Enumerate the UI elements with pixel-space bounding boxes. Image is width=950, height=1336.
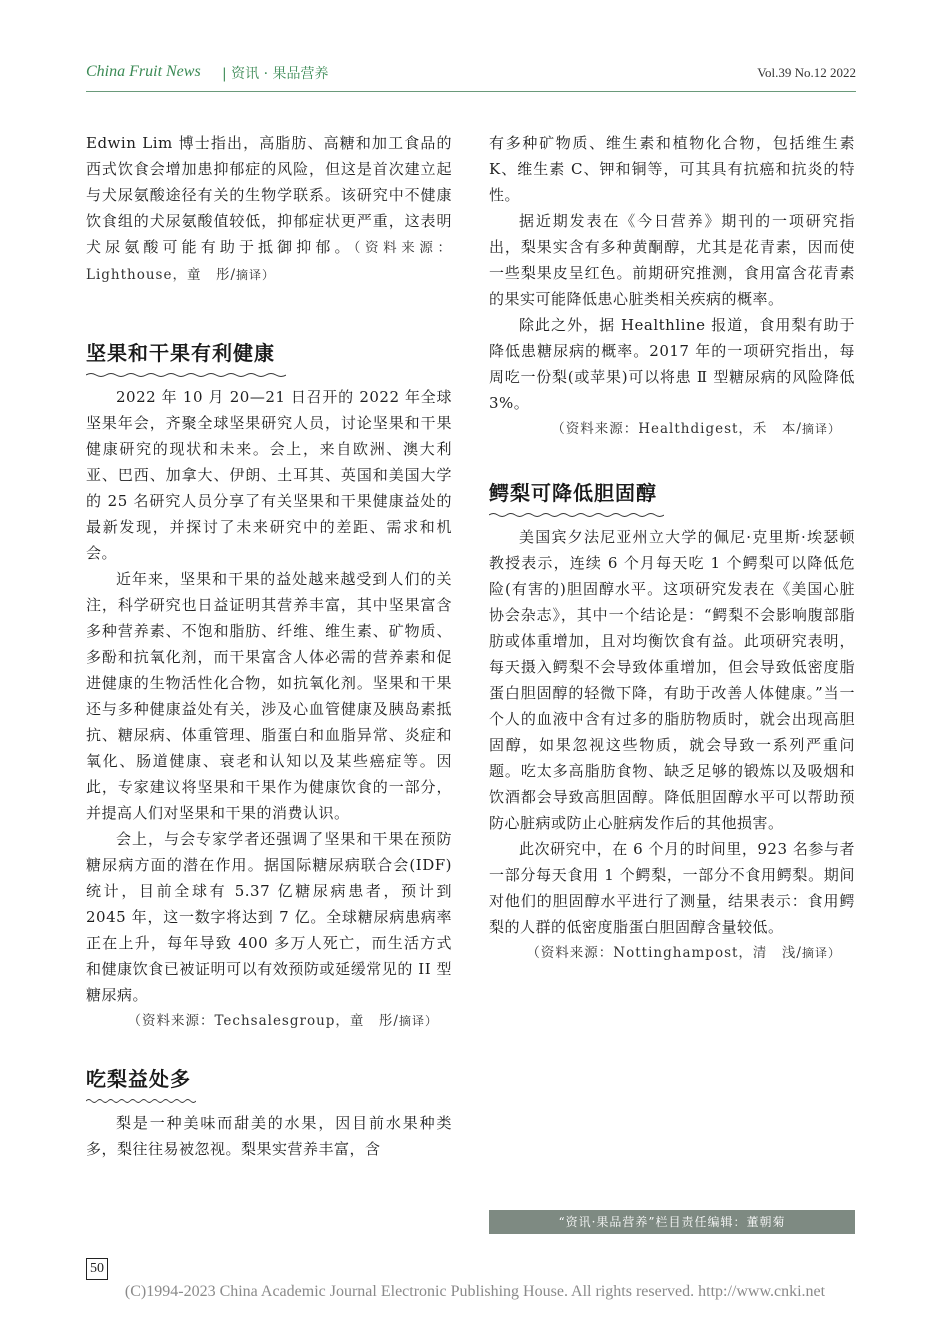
nuts-source: （资料来源：Techsalesgroup，童 彤/摘译） (127, 1013, 438, 1029)
section-title-nuts: 坚果和干果有利健康 (86, 341, 275, 365)
running-header (86, 58, 856, 92)
section-title-avocado: 鳄梨可降低胆固醇 (489, 481, 657, 505)
pear-paragraph-1: 梨是一种美味而甜美的水果，因目前水果种类多，梨往往易被忽视。梨果实营养丰富，含 (86, 1114, 452, 1158)
copyright-notice: (C)1994-2023 China Academic Journal Electronic Publishing House. All rights reserved. http://www.cnki.net (124, 1283, 826, 1300)
section-tag: | 资讯 · 果品营养 (222, 66, 329, 82)
volume-issue: Vol.39 No.12 2022 (757, 65, 856, 80)
nuts-paragraph-3: 会上，与会专家学者还强调了坚果和干果在预防糖尿病方面的潜在作用。据国际糖尿病联合会(IDF)统计，目前全球有 5.37 亿糖尿病患者，预计到 2045 年，这一数字将达到 7 亿。全球糖尿病患病率正在上升，每年导致 400 多万人死亡，而生活方式和健康饮食已被证明可以有效预防或延缓常见的 II 型糖尿病。 (86, 830, 452, 1004)
column-editor-bar: “资讯·果品营养”栏目责任编辑：董朝菊 (489, 1210, 855, 1234)
page-number: 50 (86, 1258, 108, 1280)
section-title-pear: 吃梨益处多 (86, 1067, 191, 1091)
avocado-paragraph-2: 此次研究中，在 6 个月的时间里，923 名参与者一部分每天食用 1 个鳄梨，一部分不食用鳄梨。期间对他们的胆固醇水平进行了测量，结果表示：食用鳄梨的人群的低密度脂蛋白胆固醇含量较低。 (489, 840, 855, 936)
intro-paragraph: Edwin Lim 博士指出，高脂肪、高糖和加工食品的西式饮食会增加患抑郁症的风险，但这是首次建立起与犬尿氨酸途径有关的生物学联系。该研究中不健康饮食组的犬尿氨酸值较低，抑郁症状更严重，这表明犬尿氨酸可能有助于抵御抑郁。（资料来源：Lighthouse，童 彤/摘译） (86, 134, 452, 283)
pear-paragraph-3: 除此之外，据 Healthline 报道，食用梨有助于降低患糖尿病的概率。2017 年的一项研究指出，每周吃一份梨(或苹果)可以将患 Ⅱ 型糖尿病的风险降低 3%。 (489, 316, 855, 412)
right-column (489, 130, 855, 966)
pear-source: （资料来源：Healthdigest，禾 本/摘译） (551, 421, 841, 437)
nuts-paragraph-1: 2022 年 10 月 20—21 日召开的 2022 年全球坚果年会，齐聚全球坚果研究人员，讨论坚果和干果健康研究的现状和未来。会上，来自欧洲、澳大利亚、巴西、加拿大、伊朗、土耳其、英国和美国大学的 25 名研究人员分享了有关坚果和干果健康益处的最新发现，并探讨了未来研究中的差距、需求和机会。 (86, 388, 452, 562)
nuts-paragraph-2: 近年来，坚果和干果的益处越来越受到人们的关注，科学研究也日益证明其营养丰富，其中坚果富含多种营养素、不饱和脂肪、纤维、维生素、矿物质、多酚和抗氧化剂，而干果富含人体必需的营养素和促进健康的生物活性化合物，如抗氧化剂。坚果和干果还与多种健康益处有关，涉及心血管健康及胰岛素抵抗、糖尿病、体重管理、脂蛋白和血脂异常、炎症和氧化、肠道健康、衰老和认知以及某些癌症等。因此，专家建议将坚果和干果作为健康饮食的一部分，并提高人们对坚果和干果的消费认识。 (86, 570, 452, 822)
pear-paragraph-1-continued: 有多种矿物质、维生素和植物化合物，包括维生素 K、维生素 C、钾和铜等，可其具有抗癌和抗炎的特性。 (489, 134, 855, 204)
left-column (86, 130, 452, 1162)
avocado-source: （资料来源：Nottinghampost，清 浅/摘译） (526, 945, 841, 961)
intro-source: （资料来源：Lighthouse，童 彤/摘译） (86, 240, 452, 283)
journal-name: China Fruit News (86, 63, 201, 80)
header-rule (86, 91, 856, 92)
avocado-paragraph-1: 美国宾夕法尼亚州立大学的佩尼·克里斯·埃瑟顿教授表示，连续 6 个月每天吃 1 个鳄梨可以降低危险(有害的)胆固醇水平。这项研究发表在《美国心脏协会杂志》，其中一个结论是：“鳄梨不会影响腹部脂肪或体重增加，且对均衡饮食有益。此项研究表明，每天摄入鳄梨不会导致体重增加，但会导致低密度脂蛋白胆固醇的轻微下降，有助于改善人体健康。”当一个人的血液中含有过多的脂肪物质时，就会出现高胆固醇，如果忽视这些物质，就会导致一系列严重问题。吃太多高脂肪食物、缺乏足够的锻炼以及吸烟和饮酒都会导致高胆固醇。降低胆固醇水平可以帮助预防心脏病或防止心脏病发作后的其他损害。 (489, 528, 855, 832)
pear-paragraph-2: 据近期发表在《今日营养》期刊的一项研究指出，梨果实含有多种黄酮醇，尤其是花青素，因而使一些梨果皮呈红色。前期研究推测，食用富含花青素的果实可能降低患心脏类相关疾病的概率。 (489, 212, 855, 308)
